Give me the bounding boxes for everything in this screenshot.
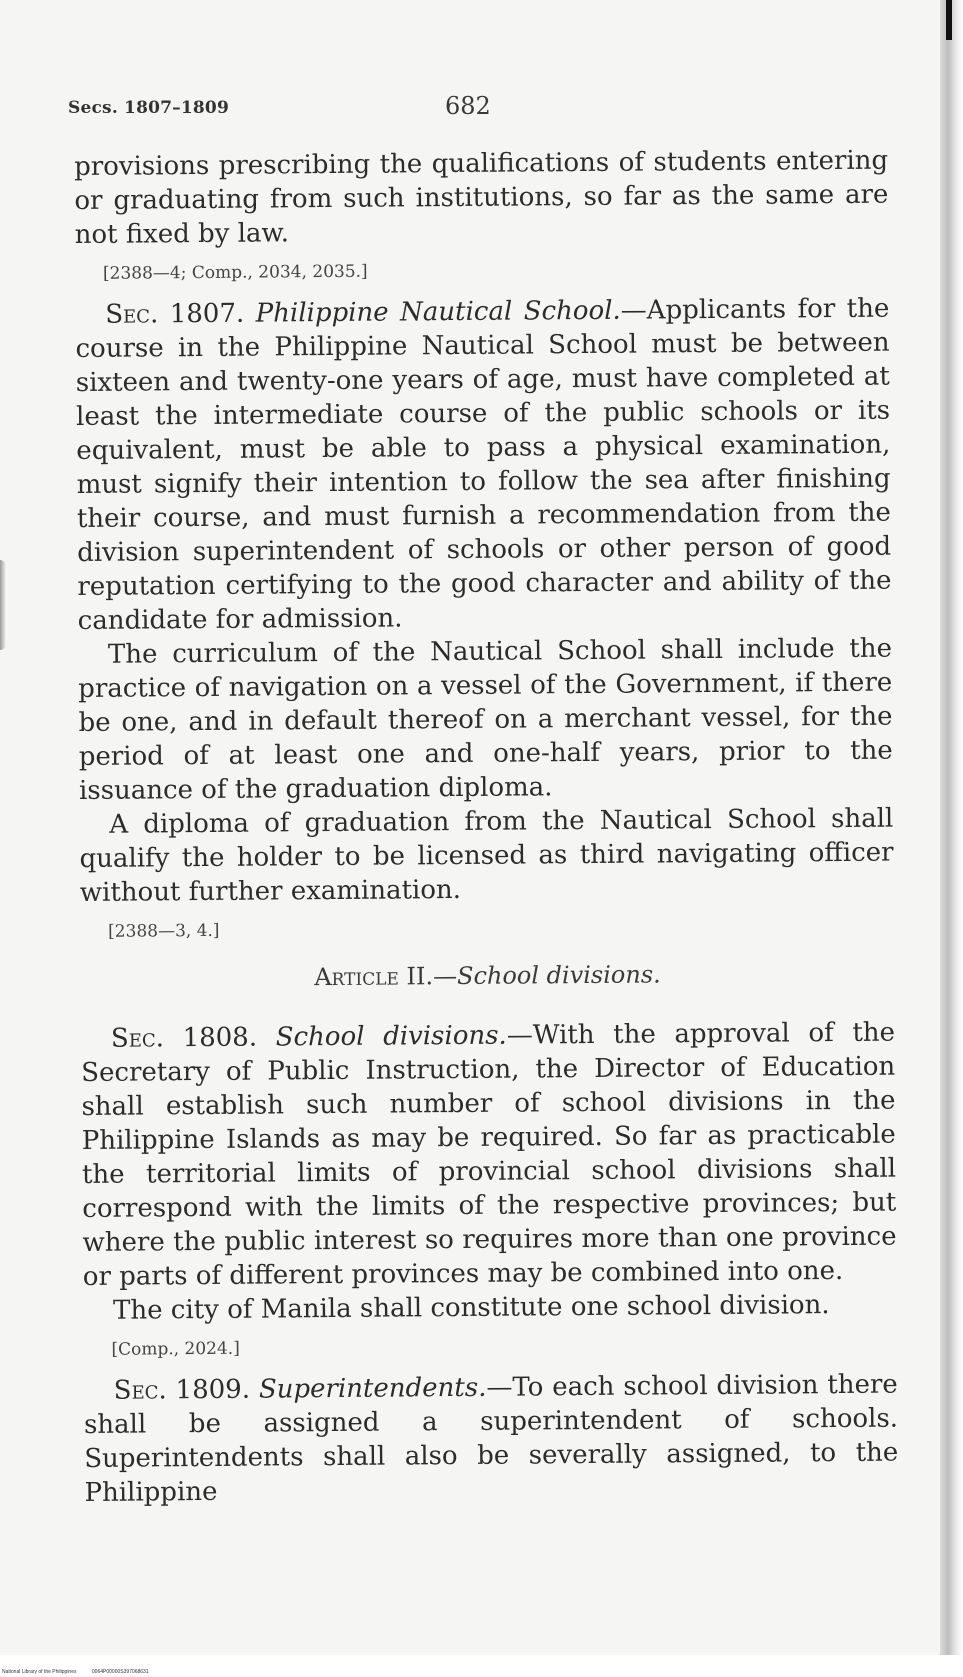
paragraph-curriculum: The curriculum of the Nautical School shall include the practice of navigation on a vessel of the Government, if there be one, and in default thereof on a merchant vessel, for the period of at least one and one-half years, prior to the issuance of the graduation diploma.	[78, 633, 893, 806]
footer-library: National Library of the Philippines	[2, 1669, 77, 1675]
section-1808	[81, 1016, 897, 1294]
scan-edge	[940, 0, 963, 1677]
paragraph-manila: The city of Manila shall constitute one school division.	[112, 1290, 830, 1326]
section-1809	[84, 1368, 899, 1510]
scan-shadow	[0, 560, 6, 650]
paragraph-diploma: A diploma of graduation from the Nautical School shall qualify the holder to be licensed as third navigating officer without further examination.	[79, 803, 894, 908]
section-text: —To each school division there shall be assigned a superintendent of schools. Superintendents shall also be severally assigned, to the Philippine	[83, 1369, 899, 1508]
section-text: —With the approval of the Secretary of Public Instruction, the Director of Education shall establish such number of school divisions in the Philippine Islands as may be required. So far as practicable the territorial limits of provincial school divisions shall correspond with the limits of the respective provinces; but where the public interest so requires more than one province or parts of different provinces may be combined into one.	[81, 1017, 897, 1292]
body-text	[74, 144, 899, 1510]
article-label: Article II.	[314, 962, 434, 992]
section-text: —Applicants for the course in the Philippine Nautical School must be between sixteen and twenty-one years of age, must have completed at least the intermediate course of the public schools or its equivalent, must be able to pass a physical examination, must signify their intention to follow the sea after finishing their course, and must furnish a recommendation from the division superintendent of schools or other person of good reputation certifying to the good character and ability of the candidate for admission.	[75, 293, 892, 636]
section-title: Philippine Nautical School.	[255, 295, 621, 329]
citation: [Comp., 2024.]	[111, 1338, 240, 1360]
section-label: Sec. 1809.	[113, 1374, 251, 1406]
paragraph-continuation: provisions prescribing the qualifications of students entering or graduating from such institutions, so far as the same are not fixed by law.	[74, 145, 889, 250]
section-1807	[75, 292, 892, 638]
section-title: Superintendents.	[258, 1372, 487, 1405]
citation: [2388—3, 4.]	[108, 920, 220, 942]
page-number: 682	[445, 92, 491, 120]
section-label: Sec. 1808.	[110, 1022, 258, 1054]
section-label: Sec. 1807.	[105, 298, 245, 330]
article-heading	[80, 956, 894, 996]
running-head: Secs. 1807–1809	[68, 98, 229, 118]
article-title: —School divisions.	[432, 960, 661, 991]
footer-id: 0064P00000S397068631	[91, 1669, 149, 1675]
section-title: School divisions.	[275, 1020, 507, 1053]
citation: [2388—4; Comp., 2034, 2035.]	[102, 261, 368, 284]
footer-attribution	[2, 1669, 163, 1675]
